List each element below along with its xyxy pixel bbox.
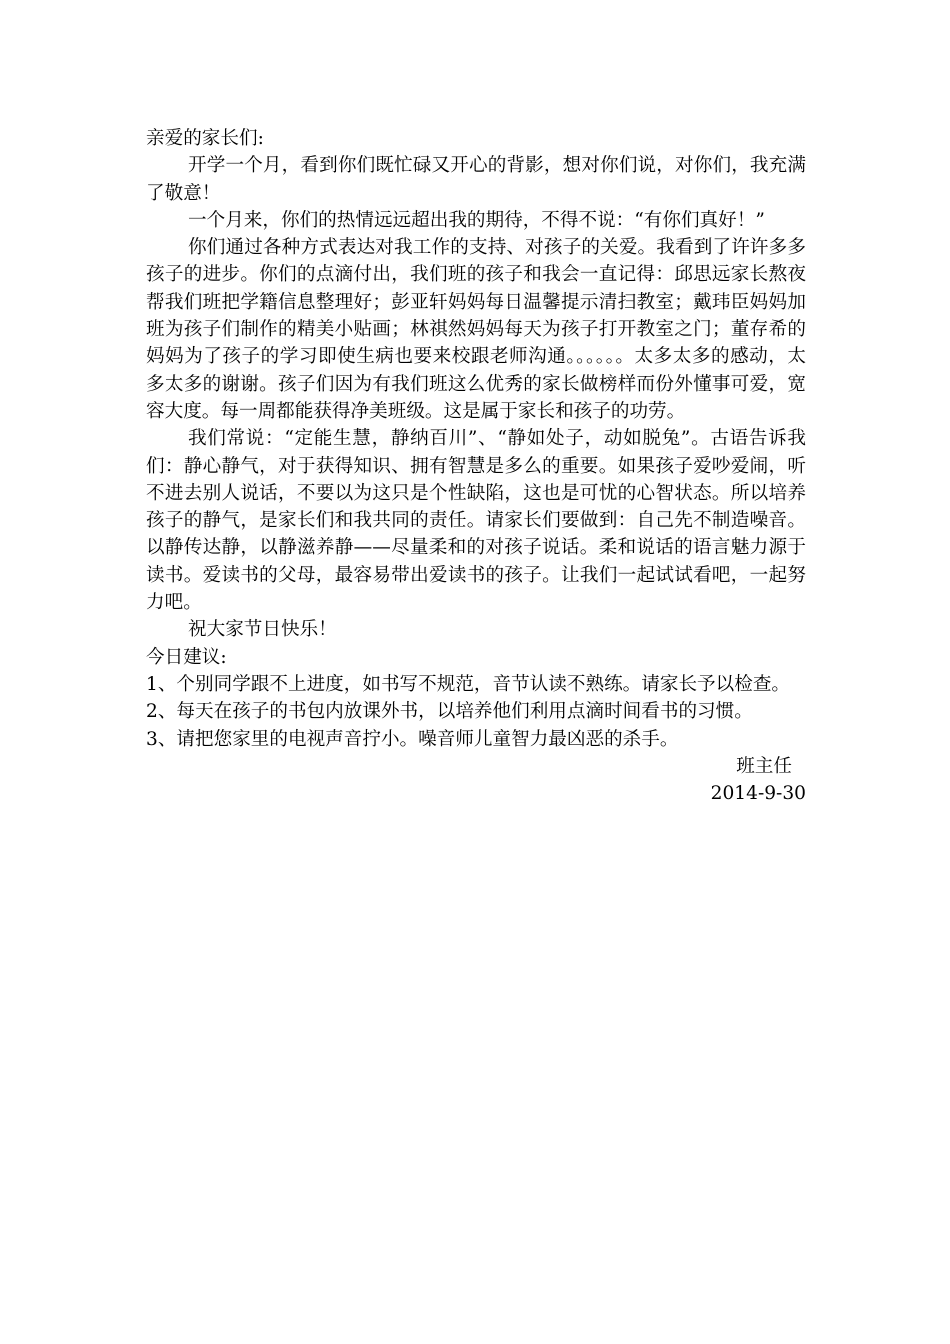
letter-document	[146, 125, 806, 807]
salutation: 亲爱的家长们:	[146, 128, 264, 149]
letter-paragraph-3: 你们通过各种方式表达对我工作的支持、对孩子的关爱。我看到了许许多多孩子的进步。你们的点滴付出，我们班的孩子和我会一直记得：邱思远家长熬夜帮我们班把学籍信息整理好；彭亚轩妈妈每日温馨提示清扫教室；戴玮臣妈妈加班为孩子们制作的精美小贴画；林祺然妈妈每天为孩子打开教室之门；董存希的妈妈为了孩子的学习即使生病也要来校跟老师沟通。。。。。。太多太多的感动，太多太多的谢谢。孩子们因为有我们班这么优秀的家长做榜样而份外懂事可爱，宽容大度。每一周都能获得净美班级。这是属于家长和孩子的功劳。	[146, 237, 806, 422]
suggestions-heading: 今日建议:	[146, 646, 227, 668]
suggestion-item-2: 2、每天在孩子的书包内放课外书，以培养他们利用点滴时间看书的习惯。	[146, 701, 753, 723]
letter-paragraph-2: 一个月来，你们的热情远远超出我的期待，不得不说：“有你们真好！”	[188, 209, 765, 231]
letter-paragraph-1: 开学一个月，看到你们既忙碌又开心的背影，想对你们说，对你们，我充满了敬意！	[146, 155, 806, 204]
signature-title: 班主任	[736, 755, 792, 777]
signature-date: 2014-9-30	[710, 783, 806, 805]
closing-greeting: 祝大家节日快乐！	[188, 619, 337, 641]
suggestion-item-1: 1、个别同学跟不上进度，如书写不规范，音节认读不熟练。请家长予以检查。	[146, 673, 791, 695]
letter-paragraph-4: 我们常说：“定能生慧，静纳百川”、“静如处子，动如脱兔”。古语告诉我们：静心静气，对于获得知识、拥有智慧是多么的重要。如果孩子爱吵爱闹，听不进去别人说话，不要以为这只是个性缺陷，这也是可忧的心智状态。所以培养孩子的静气，是家长们和我共同的责任。请家长们要做到：自己先不制造噪音。以静传达静，以静滋养静——尽量柔和的对孩子说话。柔和说话的语言魅力源于读书。爱读书的父母，最容易带出爱读书的孩子。让我们一起试试看吧，一起努力吧。	[146, 428, 806, 614]
suggestion-item-3: 3、请把您家里的电视声音拧小。噪音师儿童智力最凶恶的杀手。	[146, 728, 679, 750]
